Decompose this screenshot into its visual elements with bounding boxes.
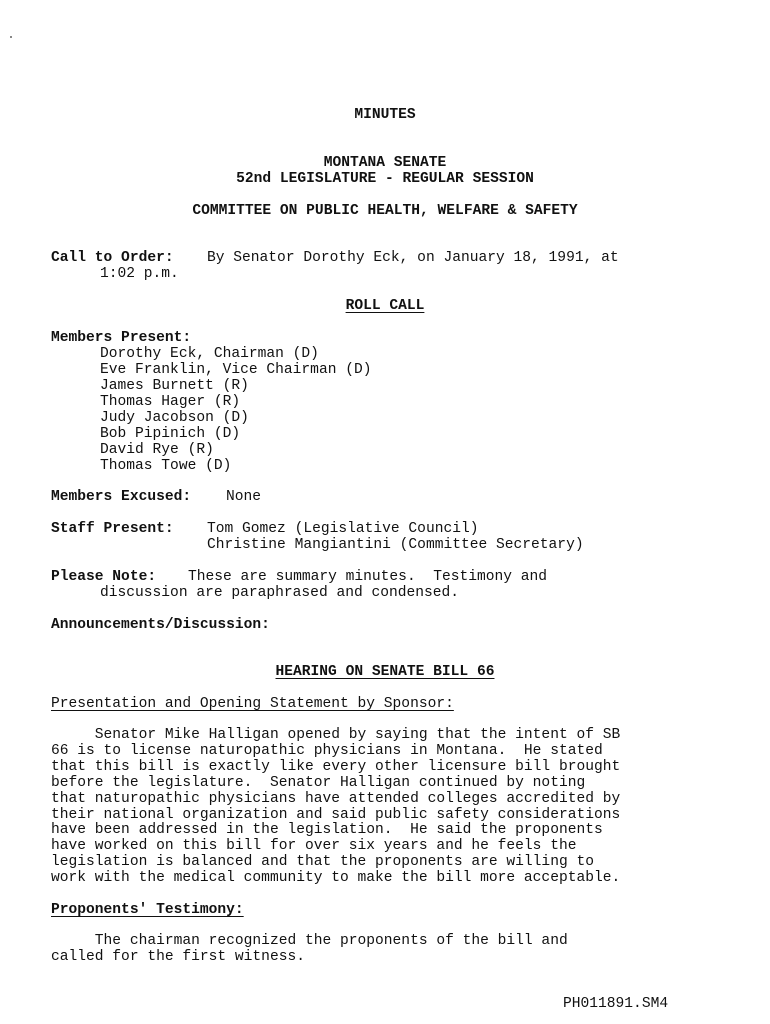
please-note-text: These are summary minutes. Testimony and <box>188 569 548 585</box>
member-item: Thomas Towe (D) <box>100 458 232 474</box>
senate-title: MONTANA SENATE <box>323 155 447 171</box>
staff-present-label: Staff Present: <box>51 521 174 537</box>
paragraph-line: legislation is balanced and that the proponents are willing to <box>51 854 594 870</box>
paragraph-line: that naturopathic physicians have attended colleges accredited by <box>51 791 621 807</box>
session-title: 52nd LEGISLATURE - REGULAR SESSION <box>236 171 534 187</box>
member-item: Dorothy Eck, Chairman (D) <box>100 346 319 362</box>
scan-speck <box>10 36 12 38</box>
roll-call-title: ROLL CALL <box>345 298 425 314</box>
paragraph-line: before the legislature. Senator Halligan continued by noting <box>51 775 586 791</box>
call-to-order-time: 1:02 p.m. <box>100 266 179 282</box>
member-item: James Burnett (R) <box>100 378 249 394</box>
paragraph-line: have worked on this bill for over six years and he feels the <box>51 838 577 854</box>
member-item: Bob Pipinich (D) <box>100 426 241 442</box>
committee-title: COMMITTEE ON PUBLIC HEALTH, WELFARE & SAFETY <box>192 203 578 219</box>
call-to-order-label: Call to Order: <box>51 250 174 266</box>
call-to-order-text: By Senator Dorothy Eck, on January 18, 1991, at <box>207 250 619 266</box>
paragraph-line: The chairman recognized the proponents of the bill and <box>51 933 568 949</box>
members-excused-value: None <box>226 489 262 505</box>
member-item: Thomas Hager (R) <box>100 394 241 410</box>
announcements-label: Announcements/Discussion: <box>51 617 270 633</box>
paragraph-line: that this bill is exactly like every other licensure bill brought <box>51 759 621 775</box>
presentation-heading: Presentation and Opening Statement by Sponsor: <box>51 696 454 712</box>
paragraph-line: work with the medical community to make the bill more acceptable. <box>51 870 621 886</box>
staff-item: Tom Gomez (Legislative Council) <box>207 521 479 537</box>
minutes-title: MINUTES <box>354 107 416 123</box>
paragraph-line: have been addressed in the legislation. He said the proponents <box>51 822 603 838</box>
proponents-heading: Proponents' Testimony: <box>51 902 244 918</box>
paragraph-line: 66 is to license naturopathic physicians in Montana. He stated <box>51 743 603 759</box>
staff-item: Christine Mangiantini (Committee Secretary) <box>207 537 584 553</box>
member-item: Eve Franklin, Vice Chairman (D) <box>100 362 372 378</box>
members-excused-label: Members Excused: <box>51 489 192 505</box>
please-note-label: Please Note: <box>51 569 157 585</box>
member-item: David Rye (R) <box>100 442 214 458</box>
paragraph-line: called for the first witness. <box>51 949 305 965</box>
paragraph-line: their national organization and said public safety considerations <box>51 807 621 823</box>
paragraph-line: Senator Mike Halligan opened by saying that the intent of SB <box>51 727 621 743</box>
document-id: PH011891.SM4 <box>563 996 669 1012</box>
hearing-title: HEARING ON SENATE BILL 66 <box>275 664 495 680</box>
please-note-text-cont: discussion are paraphrased and condensed. <box>100 585 460 601</box>
member-item: Judy Jacobson (D) <box>100 410 249 426</box>
members-present-label: Members Present: <box>51 330 192 346</box>
